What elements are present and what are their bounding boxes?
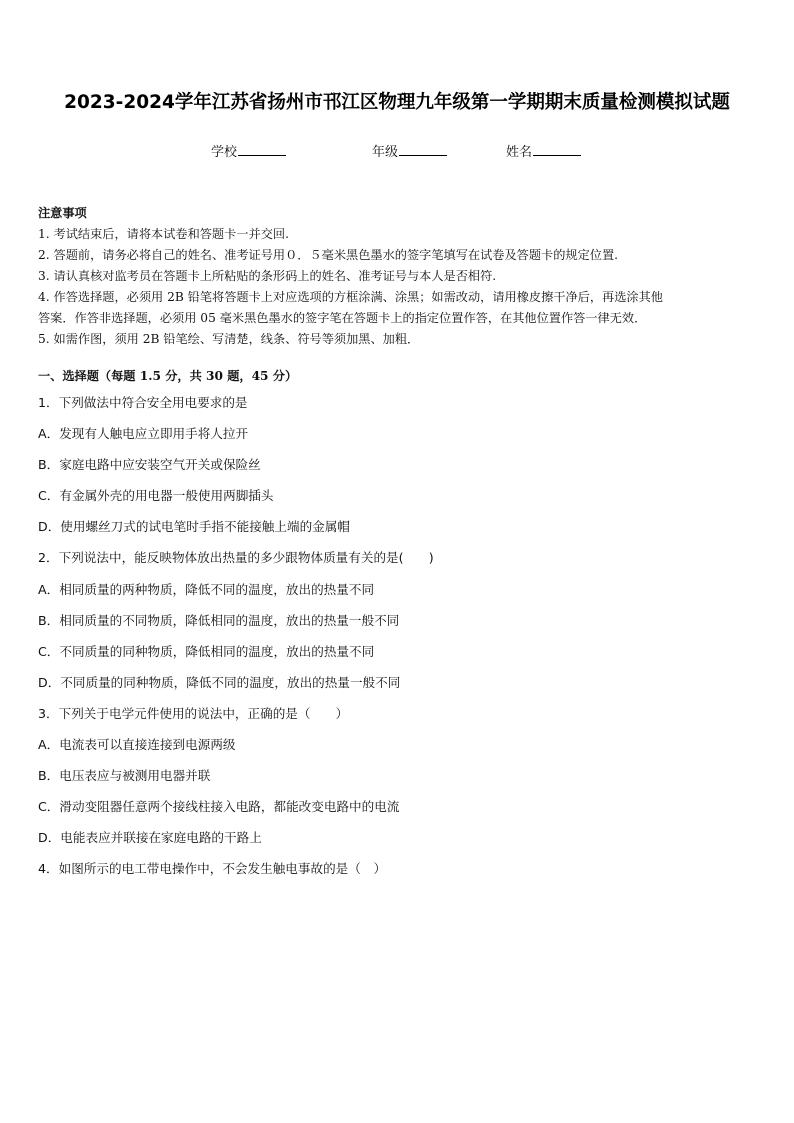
name-label: 姓名 [506,145,533,160]
question-line: 3．下列关于电学元件使用的说法中，正确的是（ ） [38,705,349,721]
school-blank [238,143,286,156]
question-line: 1．下列做法中符合安全用电要求的是 [38,395,248,410]
name-field [506,141,581,160]
option-line: D．电能表应并联接在家庭电路的干路上 [38,830,262,846]
option-line: D．使用螺丝刀式的试电笔时手指不能接触上端的金属帽 [38,519,350,535]
question-line: 2．下列说法中，能反映物体放出热量的多少跟物体质量有关的是( ) [38,550,434,566]
notice-block [38,203,758,350]
grade-label: 年级 [372,145,399,160]
grade-blank [399,143,447,156]
school-field [211,141,286,160]
notice-item: 答案．作答非选择题，必须用 05 毫米黑色墨水的签字笔在答题卡上的指定位置作答，在其他位置作答一律无效． [38,311,647,325]
notice-item: 3. 请认真核对监考员在答题卡上所粘贴的条形码上的姓名、准考证号与本人是否相符. [38,269,497,283]
option-line: B．电压表应与被测用电器并联 [38,768,211,784]
question-line: 4．如图所示的电工带电操作中，不会发生触电事故的是（ ） [38,861,387,877]
grade-field [372,141,447,160]
name-blank [533,143,581,156]
school-label: 学校 [211,145,238,160]
notice-heading: 注意事项 [38,206,87,220]
notice-item: 4. 作答选择题，必须用 2B 铅笔将答题卡上对应选项的方框涂满、涂黑；如需改动，请用橡皮擦干净后，再选涂其他 [38,290,663,304]
option-line: C．有金属外壳的用电器一般使用两脚插头 [38,488,274,504]
section-title: 一、选择题（每题 1.5 分，共 30 题，45 分） [38,369,298,383]
option-line: B．相同质量的不同物质，降低相同的温度，放出的热量一般不同 [38,612,400,628]
exam-title: 2023-2024学年江苏省扬州市邗江区物理九年级第一学期期末质量检测模拟试题 [64,92,730,113]
notice-item: 2. 答题前，请务必将自己的姓名、准考证号用０．５毫米黑色墨水的签字笔填写在试卷及答题卡的规定位置. [38,248,619,262]
option-line: A．相同质量的两种物质，降低不同的温度，放出的热量不同 [38,581,375,597]
option-line: A．电流表可以直接连接到电源两级 [38,737,236,753]
option-line: D．不同质量的同种物质，降低不同的温度，放出的热量一般不同 [38,674,401,690]
option-line: A．发现有人触电应立即用手将人拉开 [38,426,249,442]
option-line: B．家庭电路中应安装空气开关或保险丝 [38,457,261,473]
option-line: C．滑动变阻器任意两个接线柱接入电路，都能改变电路中的电流 [38,799,400,815]
option-line: C．不同质量的同种物质，降低相同的温度，放出的热量不同 [38,643,375,659]
question-list [38,393,758,891]
notice-item: 5. 如需作图，须用 2B 铅笔绘、写清楚，线条、符号等须加黑、加粗． [38,332,420,346]
notice-item: 1. 考试结束后，请将本试卷和答题卡一并交回. [38,227,289,241]
